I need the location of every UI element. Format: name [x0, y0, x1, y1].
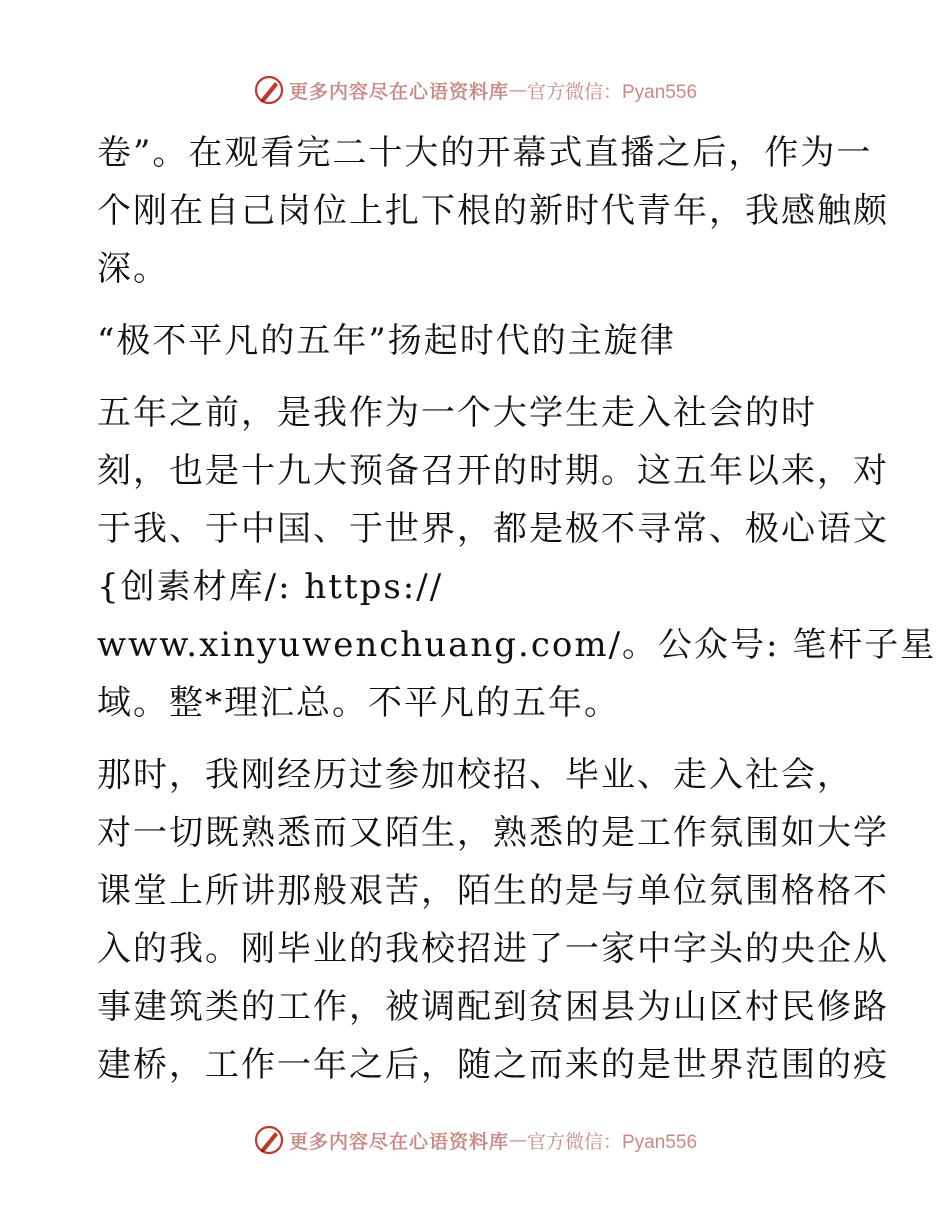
section-heading — [97, 312, 857, 370]
footer-banner-separator: — — [509, 1129, 527, 1151]
text-line: 建桥，工作一年之后，随之而来的是世界范围的疫 — [97, 1045, 889, 1085]
text-line: www.xinyuwenchuang.com/。公众号: 笔杆子星 — [97, 625, 937, 665]
text-line: 入的我。刚毕业的我校招进了一家中字头的央企从 — [97, 929, 889, 969]
header-banner-title: 更多内容尽在心语资料库 — [288, 80, 509, 103]
footer-banner-account: 官方微信：Pyan556 — [527, 1131, 698, 1153]
text-line: 个刚在自己岗位上扎下根的新时代青年，我感触颇 — [97, 191, 889, 231]
document-body — [97, 124, 937, 1094]
text-line: {创素材库/: https:// — [97, 567, 444, 607]
text-line: 课堂上所讲那般艰苦，陌生的是与单位氛围格格不 — [97, 871, 889, 911]
text-line: 对一切既熟悉而又陌生，熟悉的是工作氛围如大学 — [97, 813, 889, 853]
header-banner — [0, 70, 950, 110]
footer-banner-title: 更多内容尽在心语资料库 — [288, 1130, 509, 1153]
paragraph-2 — [97, 384, 937, 732]
pen-logo-icon — [253, 74, 285, 106]
text-line: 域。整*理汇总。不平凡的五年。 — [97, 683, 620, 723]
footer-banner — [0, 1120, 950, 1160]
text-line: 深。 — [97, 249, 169, 289]
text-line: 那时，我刚经历过参加校招、毕业、走入社会， — [97, 755, 853, 795]
paragraph-1 — [97, 124, 889, 298]
header-banner-account: 官方微信：Pyan556 — [527, 81, 698, 103]
text-line: 卷”。在观看完二十大的开幕式直播之后，作为一 — [97, 133, 873, 173]
paragraph-3 — [97, 746, 889, 1094]
heading-line: “极不平凡的五年”扬起时代的主旋律 — [97, 321, 676, 361]
text-line: 刻，也是十九大预备召开的时期。这五年以来，对 — [97, 451, 889, 491]
text-line: 五年之前，是我作为一个大学生走入社会的时 — [97, 393, 817, 433]
pen-logo-icon — [253, 1124, 285, 1156]
text-line: 事建筑类的工作，被调配到贫困县为山区村民修路 — [97, 987, 889, 1027]
text-line: 于我、于中国、于世界，都是极不寻常、极心语文 — [97, 509, 889, 549]
header-banner-separator: — — [509, 79, 527, 101]
